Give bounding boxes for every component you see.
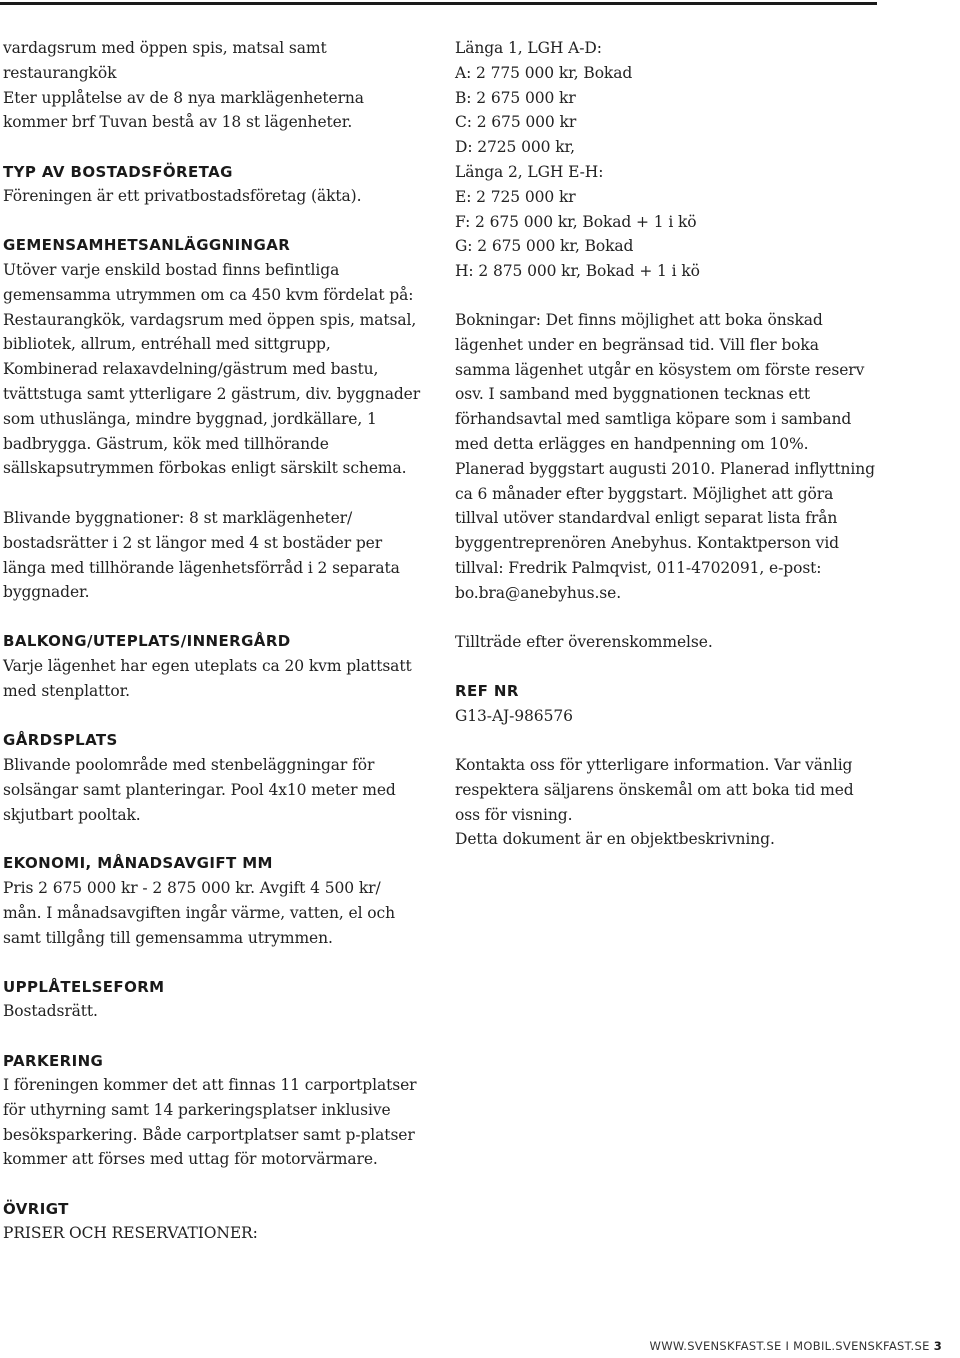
section-heading-gardsplats: GÅRDSPLATS [3, 731, 118, 749]
text-line: kommer att förses med uttag för motorvärmare. [3, 1150, 378, 1169]
section-heading-upplatelseform: UPPLÅTELSEFORM [3, 978, 165, 996]
text-line: Föreningen är ett privatbostadsföretag (äkta). [3, 187, 362, 205]
text-line: Planerad byggstart augusti 2010. Planerad inflyttning [455, 459, 875, 478]
text-line: som uthuslänga, mindre byggnad, jordkällare, 1 [3, 409, 377, 428]
text-line: Detta dokument är en objektbeskrivning. [455, 830, 775, 849]
text-line: Kombinerad relaxavdelning/gästrum med bastu, [3, 360, 379, 379]
tilltrade-paragraph [455, 630, 713, 655]
text-line: G: 2 675 000 kr, Bokad [455, 237, 634, 256]
text-line: Varje lägenhet har egen uteplats ca 20 kvm plattsatt [3, 657, 412, 675]
text-line: gemensamma utrymmen om ca 450 kvm fördelat på: [3, 285, 414, 304]
gemensamhet-paragraph [3, 258, 420, 481]
text-line: med stenplattor. [3, 681, 131, 700]
text-line: lägenhet under en begränsad tid. Vill fler boka [455, 335, 819, 354]
upplatelseform-paragraph [3, 999, 98, 1024]
text-line: kommer brf Tuvan bestå av 18 st lägenheter. [3, 113, 353, 132]
ref-nr-value [455, 704, 573, 729]
intro-paragraph [3, 36, 364, 135]
ovrigt-paragraph [3, 1221, 258, 1246]
text-line: besöksparkering. Både carportplatser samt p-platser [3, 1125, 415, 1144]
text-line: Restaurangkök, vardagsrum med öppen spis, matsal, [3, 310, 417, 329]
section-heading-ovrigt: ÖVRIGT [3, 1200, 69, 1218]
text-line: respektera säljarens önskemål om att boka tid med [455, 780, 854, 799]
section-heading-balkong: BALKONG/UTEPLATS/INNERGÅRD [3, 632, 291, 650]
text-line: länga med tillhörande lägenhetsförråd i 2 separata [3, 558, 400, 577]
balkong-paragraph [3, 654, 412, 704]
text-line: byggnader. [3, 583, 90, 602]
text-line: restaurangkök [3, 63, 117, 82]
text-line: I föreningen kommer det att finnas 11 carportplatser [3, 1076, 417, 1094]
text-line: PRISER OCH RESERVATIONER: [3, 1224, 258, 1242]
text-line: Blivande poolområde med stenbeläggningar för [3, 756, 375, 774]
text-line: vardagsrum med öppen spis, matsal samt [3, 39, 327, 57]
text-line: osv. I samband med byggnationen tecknas ett [455, 385, 810, 404]
price-list [455, 36, 700, 284]
text-line: tvättstuga samt ytterligare 2 gästrum, div. byggnader [3, 384, 421, 403]
text-line: F: 2 675 000 kr, Bokad + 1 i kö [455, 212, 697, 231]
kontakt-paragraph [455, 753, 854, 852]
text-line: C: 2 675 000 kr [455, 113, 577, 132]
parkering-paragraph [3, 1073, 416, 1172]
section-heading-typ: TYP AV BOSTADSFÖRETAG [3, 163, 233, 181]
text-line: A: 2 775 000 kr, Bokad [455, 63, 633, 82]
blivande-paragraph [3, 506, 400, 605]
section-heading-parkering: PARKERING [3, 1052, 104, 1070]
text-line: Tillträde efter överenskommelse. [455, 633, 713, 651]
text-line: E: 2 725 000 kr [455, 187, 576, 206]
footer-links: WWW.SVENSKFAST.SE I MOBIL.SVENSKFAST.SE [649, 1339, 930, 1353]
text-line: Utöver varje enskild bostad finns befintliga [3, 261, 340, 279]
ekonomi-paragraph [3, 876, 395, 950]
text-line: förhandsavtal med samtliga köpare som i samband [455, 410, 852, 429]
text-line: tillval utöver standardval enligt separat lista från [455, 509, 838, 528]
text-line: bostadsrätter i 2 st längor med 4 st bostäder per [3, 533, 383, 552]
typ-paragraph [3, 184, 361, 209]
text-line: badbrygga. Gästrum, kök med tillhörande [3, 434, 329, 453]
top-rule [0, 2, 877, 5]
text-line: Länga 1, LGH A-D: [455, 39, 602, 57]
text-line: skjutbart pooltak. [3, 805, 141, 824]
text-line: Pris 2 675 000 kr - 2 875 000 kr. Avgift 4 500 kr/ [3, 879, 381, 897]
gardsplats-paragraph [3, 753, 396, 827]
section-heading-gemensamhet: GEMENSAMHETSANLÄGGNINGAR [3, 236, 291, 254]
text-line: H: 2 875 000 kr, Bokad + 1 i kö [455, 262, 700, 281]
text-line: för uthyrning samt 14 parkeringsplatser inklusive [3, 1100, 391, 1119]
text-line: ca 6 månader efter byggstart. Möjlighet att göra [455, 484, 834, 503]
section-heading-ref-nr: REF NR [455, 682, 519, 700]
text-line: Länga 2, LGH E-H: [455, 162, 604, 181]
text-line: Blivande byggnationer: 8 st marklägenheter/ [3, 509, 353, 527]
section-heading-ekonomi: EKONOMI, MÅNADSAVGIFT MM [3, 854, 273, 872]
text-line: D: 2725 000 kr, [455, 138, 575, 157]
bokningar-paragraph [455, 308, 875, 606]
text-line: mån. I månadsavgiften ingår värme, vatten, el och [3, 903, 395, 922]
page-footer [650, 1339, 942, 1353]
text-line: bibliotek, allrum, entréhall med sittgrupp, [3, 335, 331, 354]
text-line: Bokningar: Det finns möjlighet att boka önskad [455, 311, 823, 329]
text-line: Eter upplåtelse av de 8 nya marklägenheterna [3, 88, 364, 107]
text-line: Kontakta oss för ytterligare information. Var vänlig [455, 756, 853, 774]
text-line: byggentreprenören Anebyhus. Kontaktperson vid [455, 534, 840, 553]
text-line: med detta erlägges en handpenning om 10%. [455, 434, 809, 453]
text-line: G13-AJ-986576 [455, 707, 573, 725]
text-line: bo.bra@anebyhus.se. [455, 583, 622, 602]
text-line: samma lägenhet utgår en kösystem om förste reserv [455, 360, 865, 379]
text-line: solsängar samt planteringar. Pool 4x10 meter med [3, 780, 396, 799]
page-number: 3 [933, 1339, 942, 1353]
text-line: B: 2 675 000 kr [455, 88, 576, 107]
text-line: samt tillgång till gemensamma utrymmen. [3, 928, 333, 947]
text-line: oss för visning. [455, 805, 573, 824]
text-line: sällskapsutrymmen förbokas enligt särskilt schema. [3, 459, 407, 478]
text-line: Bostadsrätt. [3, 1002, 98, 1020]
text-line: tillval: Fredrik Palmqvist, 011-4702091, e-post: [455, 558, 822, 577]
